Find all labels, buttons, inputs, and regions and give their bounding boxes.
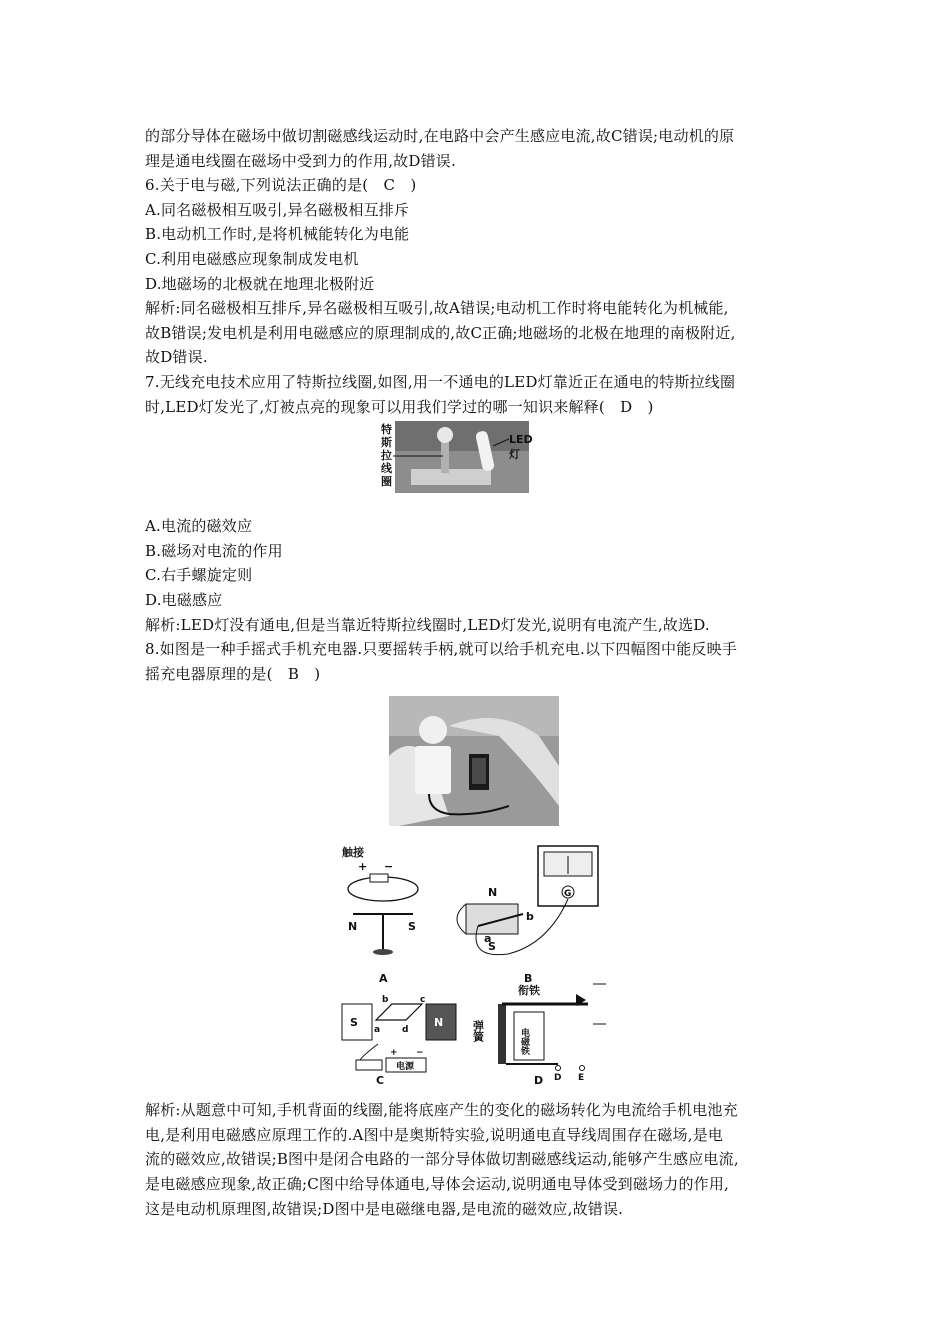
diagram-b-caption: B bbox=[524, 972, 533, 986]
diagram-a-caption: A bbox=[379, 972, 388, 986]
diagram-b-g: G bbox=[564, 889, 572, 900]
q6-option-b: B.电动机工作时,是将机械能转化为电能 bbox=[145, 225, 410, 244]
q6-option-c: C.利用电磁感应现象制成发电机 bbox=[145, 249, 359, 268]
led-label: LED灯 bbox=[509, 433, 533, 462]
diagram-d-armature: 衔铁 bbox=[518, 984, 540, 998]
q7-option-a: A.电流的磁效应 bbox=[145, 517, 253, 536]
diagram-c-b: b bbox=[382, 995, 389, 1006]
diagram-b-s: S bbox=[488, 940, 496, 954]
diagram-c bbox=[342, 995, 456, 1084]
diagram-b-a: a bbox=[484, 932, 492, 946]
intro-line: 理是通电线圈在磁场中受到力的作用,故D错误. bbox=[145, 151, 456, 170]
diagram-a bbox=[342, 845, 418, 985]
q8-analysis-line: 是电磁感应现象,故正确;C图中给导体通电,导体会运动,说明通电导体受到磁场力的作用, bbox=[145, 1175, 730, 1194]
diagram-d-caption: D bbox=[534, 1074, 544, 1085]
four-diagrams-figure bbox=[338, 844, 608, 1084]
q6-option-d: D.地磁场的北极就在地理北极附近 bbox=[145, 274, 375, 293]
hand-crank-charger-photo bbox=[389, 696, 559, 826]
intro-line: 的部分导体在磁场中做切割磁感线运动时,在电路中会产生感应电流,故C错误;电动机的原 bbox=[145, 127, 735, 145]
diagram-d bbox=[472, 983, 607, 1084]
charger-photo-image bbox=[389, 696, 559, 826]
q8-analysis-line: 这是电动机原理图,故错误;D图中是电磁继电器,是电流的磁效应,故错误. bbox=[145, 1199, 624, 1218]
diagram-b-b: b bbox=[526, 910, 534, 924]
q7-stem-line: 时,LED灯发光了,灯被点亮的现象可以用我们学过的哪一知识来解释( D ) bbox=[145, 397, 654, 416]
diagram-b bbox=[457, 846, 598, 985]
diagram-c-a: a bbox=[374, 1025, 381, 1036]
document-page bbox=[145, 124, 810, 1221]
diagram-d-magnet: 电磁铁 bbox=[519, 1028, 529, 1056]
diagram-a-n: N bbox=[348, 920, 358, 934]
diagram-c-n: N bbox=[434, 1016, 444, 1030]
q8-stem-line: 摇充电器原理的是( B ) bbox=[145, 664, 321, 683]
coil-label: 特斯拉线圈 bbox=[381, 423, 392, 489]
q7-analysis: 解析:LED灯没有通电,但是当靠近特斯拉线圈时,LED灯发光,说明有电流产生,故选D. bbox=[145, 615, 710, 634]
q7-stem-line: 7.无线充电技术应用了特斯拉线圈,如图,用一不通电的LED灯靠近正在通电的特斯拉线圈 bbox=[145, 372, 736, 391]
diagram-c-power: 电源 bbox=[396, 1062, 415, 1073]
tesla-coil-figure bbox=[381, 421, 541, 496]
diagram-a-s: S bbox=[408, 920, 416, 934]
diagram-a-touch: 触接 bbox=[342, 846, 364, 860]
q6-analysis-line: 故B错误;发电机是利用电磁感应的原理制成的,故C正确;地磁场的北极在地理的南极附近, bbox=[145, 323, 736, 342]
diagram-a-plus: + bbox=[358, 860, 368, 874]
diagram-c-caption: C bbox=[376, 1074, 385, 1085]
q8-analysis-line: 电,是利用电磁感应原理工作的.A图中是奥斯特实验,说明通电直导线周围存在磁场,是电 bbox=[145, 1125, 724, 1144]
q6-option-a: A.同名磁极相互吸引,异名磁极相互排斥 bbox=[145, 200, 410, 219]
q6-analysis-line: 故D错误. bbox=[145, 348, 208, 367]
q7-option-b: B.磁场对电流的作用 bbox=[145, 541, 283, 560]
diagram-b-n: N bbox=[488, 886, 498, 900]
diagram-c-c: c bbox=[420, 995, 426, 1006]
diagram-a-minus: − bbox=[384, 860, 394, 874]
diagram-d-spring: 弹簧 bbox=[471, 1020, 485, 1043]
q8-analysis-line: 解析:从题意中可知,手机背面的线圈,能将底座产生的变化的磁场转化为电流给手机电池充 bbox=[145, 1101, 738, 1120]
q7-option-c: C.右手螺旋定则 bbox=[145, 566, 253, 585]
diagram-c-d: d bbox=[402, 1025, 409, 1036]
q6-stem: 6.关于电与磁,下列说法正确的是( C ) bbox=[145, 176, 417, 195]
q8-analysis-line: 流的磁效应,故错误;B图中是闭合电路的一部分导体做切割磁感线运动,能够产生感应电流, bbox=[145, 1150, 739, 1169]
q7-option-d: D.电磁感应 bbox=[145, 590, 223, 609]
diagram-c-minus: − bbox=[416, 1048, 424, 1059]
q8-stem-line: 8.如图是一种手摇式手机充电器.只要摇转手柄,就可以给手机充电.以下四幅图中能反映手 bbox=[145, 640, 738, 659]
diagram-d-e: E bbox=[578, 1073, 585, 1084]
diagrams-svg bbox=[338, 844, 608, 1084]
diagram-d-d: D bbox=[554, 1073, 562, 1084]
diagram-c-plus: + bbox=[390, 1048, 398, 1059]
q6-analysis-line: 解析:同名磁极相互排斥,异名磁极相互吸引,故A错误;电动机工作时将电能转化为机械能, bbox=[145, 299, 729, 318]
diagram-c-s: S bbox=[350, 1016, 358, 1030]
